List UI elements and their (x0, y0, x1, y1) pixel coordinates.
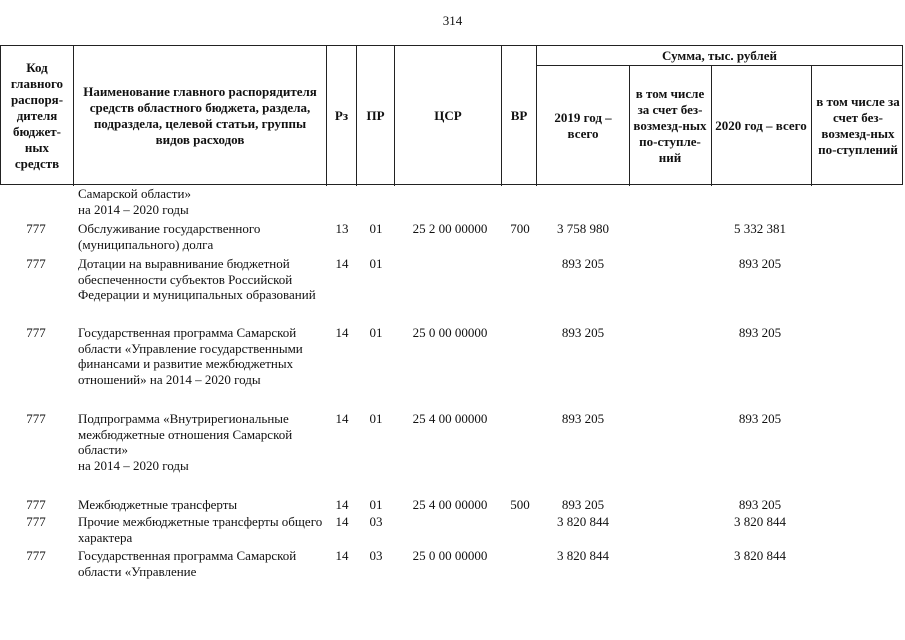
row-pr: 01 (369, 256, 383, 271)
row-sum-2020: 893 205 (738, 256, 782, 271)
header-vr: ВР (510, 108, 528, 123)
row-code: 777 (26, 514, 46, 529)
row-name: Межбюджетные трансферты (78, 497, 238, 512)
row-sum-2019: 893 205 (561, 325, 605, 340)
header-2019-total: 2019 год – всего (554, 110, 612, 141)
row-rz: 14 (335, 256, 349, 271)
header-code: Код главного распоря-дителя бюджет-ных средств (10, 60, 64, 171)
row-name: Государственная программа Самарской области «Управление государственными финансами и развитие межбюджетных отношений» на 2014 – 2020 годы (78, 325, 303, 387)
row-sum-2020: 5 332 381 (734, 221, 786, 236)
row-rz: 14 (335, 497, 349, 512)
row-sum-2019: 893 205 (561, 411, 605, 426)
row-code: 777 (26, 221, 46, 236)
row-name: Подпрограмма «Внутрирегиональные межбюджетные отношения Самарской области» на 2014 – 2020 годы (78, 411, 293, 473)
row-rz: 14 (335, 548, 349, 563)
row-pr: 01 (369, 325, 383, 340)
row-name: Обслуживание государственного (муниципального) долга (78, 221, 261, 252)
row-code: 777 (26, 548, 46, 563)
row-sum-2019: 893 205 (561, 497, 605, 512)
row-sum-2020: 893 205 (738, 497, 782, 512)
row-code: 777 (26, 411, 46, 426)
row-sum-2020: 3 820 844 (734, 548, 786, 563)
row-pr: 01 (369, 221, 383, 236)
header-2019-free: в том числе за счет без-возмезд-ных по-ступле-ний (633, 86, 707, 165)
row-sum-2020: 893 205 (738, 411, 782, 426)
row-vr: 700 (510, 221, 530, 236)
row-csr: 25 0 00 00000 (412, 325, 488, 340)
header-csr: ЦСР (434, 108, 462, 123)
page-number: 314 (442, 13, 463, 28)
row-name: Государственная программа Самарской области «Управление (78, 548, 297, 579)
row-sum-2020: 3 820 844 (734, 514, 786, 529)
row-pr: 03 (369, 514, 383, 529)
header-pr: ПР (366, 108, 385, 123)
row-pr: 01 (369, 411, 383, 426)
table-header (0, 45, 903, 185)
header-2020-free: в том числе за счет без-возмезд-ных по-ступлений (816, 94, 900, 157)
row-name: Дотации на выравнивание бюджетной обеспеченности субъектов Российской Федерации и муниципальных образований (78, 256, 316, 302)
row-sum-2019: 3 820 844 (557, 548, 609, 563)
row-csr: 25 2 00 00000 (412, 221, 488, 236)
row-sum-2019: 3 758 980 (557, 221, 609, 236)
row-code: 777 (26, 256, 46, 271)
row-rz: 13 (335, 221, 349, 236)
row-rz: 14 (335, 514, 349, 529)
header-name: Наименование главного распорядителя средств областного бюджета, раздела, подраздела, целевой статьи, группы видов расходов (83, 84, 317, 147)
row-csr: 25 0 00 00000 (412, 548, 488, 563)
row-csr: 25 4 00 00000 (412, 411, 488, 426)
row-pr: 01 (369, 497, 383, 512)
row-code: 777 (26, 325, 46, 340)
row-pr: 03 (369, 548, 383, 563)
row-rz: 14 (335, 325, 349, 340)
row-sum-2020: 893 205 (738, 325, 782, 340)
row-csr: 25 4 00 00000 (412, 497, 488, 512)
row-sum-2019: 893 205 (561, 256, 605, 271)
header-sum: Сумма, тыс. рублей (662, 47, 777, 63)
header-2020-total: 2020 год – всего (715, 118, 807, 133)
row-name: Прочие межбюджетные трансферты общего характера (78, 514, 323, 545)
row-code: 777 (26, 497, 46, 512)
row-sum-2019: 3 820 844 (557, 514, 609, 529)
row-name: Самарской области» на 2014 – 2020 годы (78, 186, 191, 217)
header-rz: Рз (334, 108, 349, 123)
row-rz: 14 (335, 411, 349, 426)
row-vr: 500 (510, 497, 530, 512)
